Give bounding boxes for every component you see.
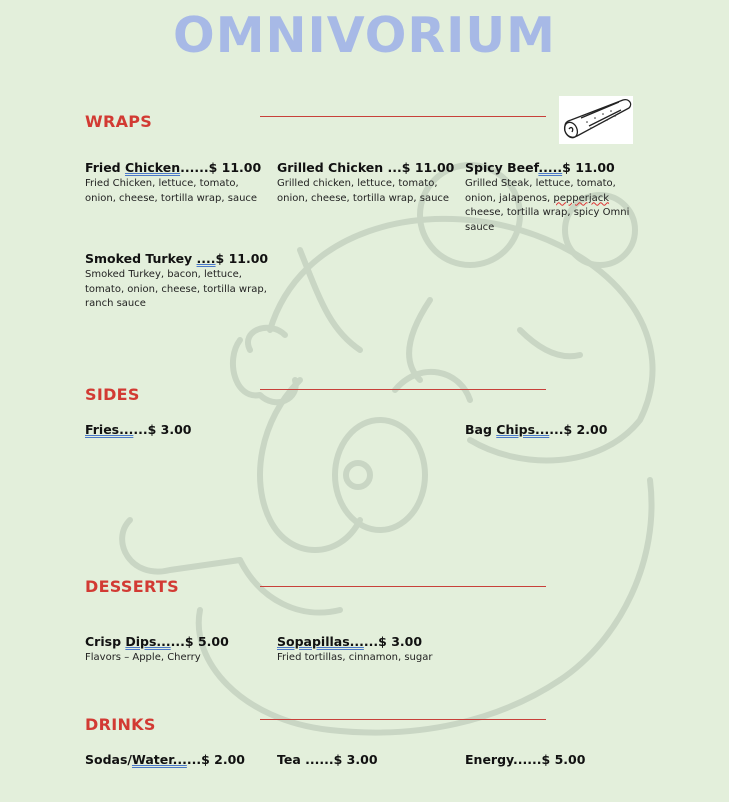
item-price: ...$ 3.00 bbox=[133, 422, 192, 437]
menu-item-tea bbox=[277, 752, 463, 768]
item-name bbox=[465, 160, 637, 176]
menu-item-grilled-chicken bbox=[277, 160, 463, 206]
item-description: Fried Chicken, lettuce, tomato, onion, cheese, tortilla wrap, sauce bbox=[85, 178, 258, 204]
section-heading-wraps: WRAPS bbox=[85, 112, 153, 131]
item-name bbox=[85, 160, 271, 176]
menu-item-sopapillas bbox=[277, 634, 463, 666]
desc-text: cheese, tortilla wrap, spicy Omni sauce bbox=[465, 207, 630, 233]
item-name bbox=[85, 422, 271, 438]
menu-item-spicy-beef bbox=[465, 160, 637, 235]
item-name: Grilled Chicken ...$ 11.00 bbox=[277, 160, 455, 175]
item-description: Fried tortillas, cinnamon, sugar bbox=[277, 652, 433, 663]
section-heading-desserts: DESSERTS bbox=[85, 577, 179, 596]
item-name-marked: Chicken bbox=[124, 160, 181, 175]
item-price: $ 11.00 bbox=[215, 251, 269, 266]
item-price: ...$ 5.00 bbox=[170, 634, 229, 649]
item-description bbox=[465, 177, 637, 235]
section-heading-drinks: DRINKS bbox=[85, 715, 156, 734]
item-description: Flavors – Apple, Cherry bbox=[85, 652, 201, 663]
section-divider bbox=[260, 719, 546, 720]
item-price: ...$ 2.00 bbox=[186, 752, 245, 767]
item-name bbox=[465, 422, 651, 438]
wrap-illustration-icon bbox=[559, 96, 633, 144]
item-name bbox=[85, 752, 271, 768]
section-divider bbox=[260, 389, 546, 390]
section-heading-sides: SIDES bbox=[85, 385, 140, 404]
item-name-marked: Fries... bbox=[85, 422, 134, 437]
item-name: Energy......$ 5.00 bbox=[465, 752, 586, 767]
item-name-marked: Dips... bbox=[125, 634, 171, 649]
item-name-marked: Chips... bbox=[496, 422, 550, 437]
item-name bbox=[277, 634, 463, 650]
menu-item-sodas-water bbox=[85, 752, 271, 768]
item-price: ......$ 11.00 bbox=[180, 160, 262, 175]
menu-item-fries bbox=[85, 422, 271, 438]
item-name-text: Fried bbox=[85, 160, 125, 175]
item-name-text: Sodas/ bbox=[85, 752, 132, 767]
menu-item-energy bbox=[465, 752, 651, 768]
item-name-text: Bag bbox=[465, 422, 497, 437]
item-price: ...$ 2.00 bbox=[549, 422, 608, 437]
item-name-marked: .... bbox=[196, 251, 216, 266]
item-price: $ 11.00 bbox=[562, 160, 615, 175]
item-price: ...$ 3.00 bbox=[363, 634, 423, 649]
item-description: Grilled chicken, lettuce, tomato, onion, cheese, tortilla wrap, sauce bbox=[277, 178, 450, 204]
item-name-text: Crisp bbox=[85, 634, 126, 649]
section-divider bbox=[260, 586, 546, 587]
item-name-marked: Water... bbox=[131, 752, 187, 767]
desc-marked: pepperjack bbox=[553, 192, 610, 204]
section-divider bbox=[260, 116, 546, 117]
item-name-marked: Sopapillas... bbox=[277, 634, 364, 649]
menu-item-fried-chicken bbox=[85, 160, 271, 206]
restaurant-title: OMNIVORIUM bbox=[173, 7, 556, 64]
menu-item-crisp-dips bbox=[85, 634, 271, 666]
item-name bbox=[85, 634, 271, 650]
item-name-text: Smoked Turkey bbox=[85, 251, 197, 266]
item-name bbox=[85, 251, 271, 267]
item-name: Tea ......$ 3.00 bbox=[277, 752, 378, 767]
item-name-marked: ..... bbox=[538, 160, 563, 175]
menu-item-bag-chips bbox=[465, 422, 651, 438]
menu-item-smoked-turkey bbox=[85, 251, 271, 312]
item-name-text: Spicy Beef bbox=[465, 160, 539, 175]
desc-text: Grilled Steak, lettuce, tomato, onion, jalapenos, bbox=[465, 178, 616, 204]
item-description: Smoked Turkey, bacon, lettuce, tomato, onion, cheese, tortilla wrap, ranch sauce bbox=[85, 269, 267, 309]
